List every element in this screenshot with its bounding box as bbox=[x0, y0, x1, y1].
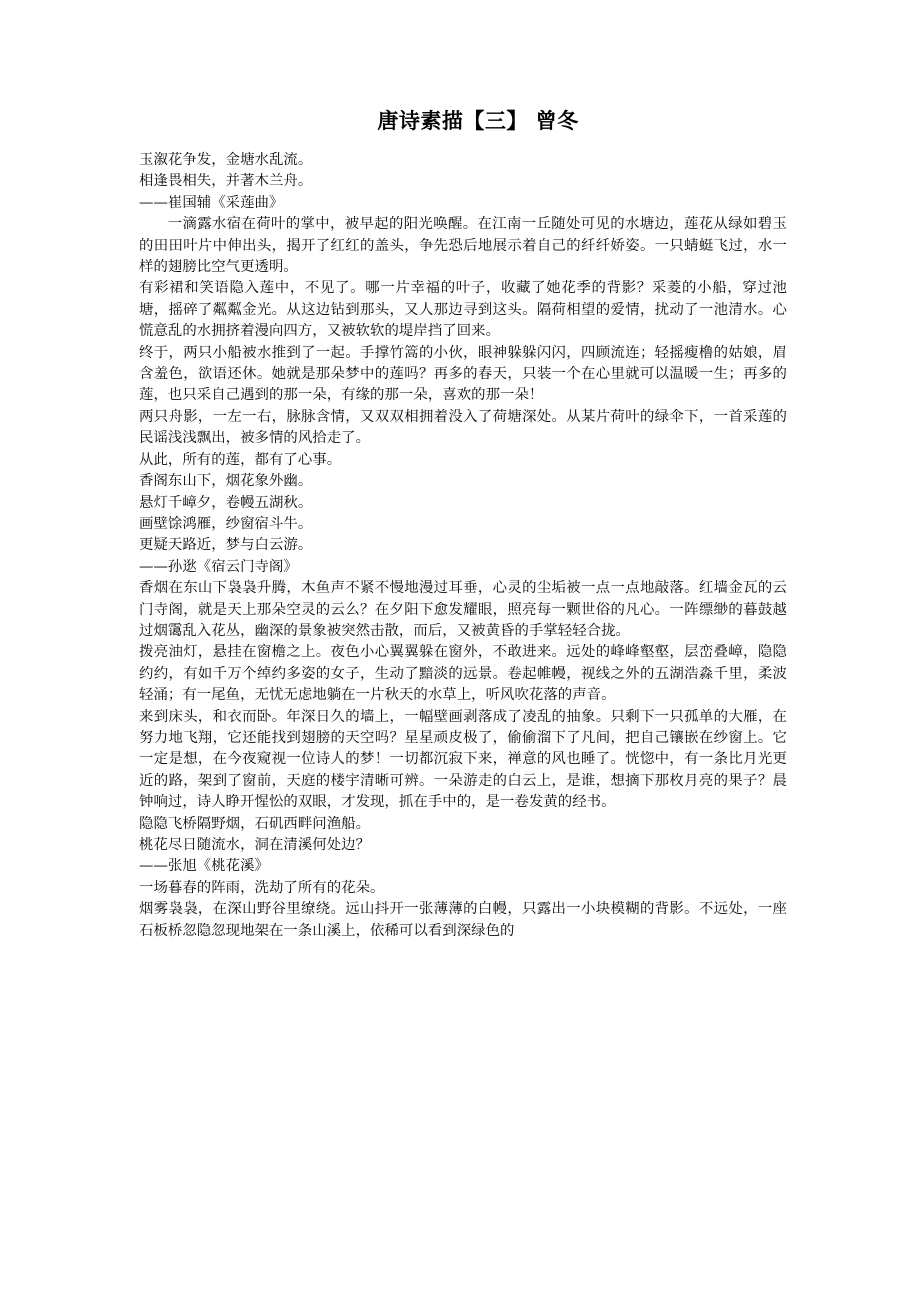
paragraph: 来到床头，和衣而卧。年深日久的墙上，一幅壁画剥落成了凌乱的抽象。只剩下一只孤单的大雁，在努力地飞翔，它还能找到翅膀的天空吗？星星顽皮极了，偷偷溜下了凡间，把自己镶嵌在纱窗上。它一定是想，在今夜窥视一位诗人的梦！一切都沉寂下来，禅意的风也睡了。恍惚中，有一条比月光更近的路，架到了窗前，天庭的楼宇清晰可辨。一朵游走的白云上，是谁，想摘下那枚月亮的果子？晨钟响过，诗人睁开惺忪的双眼，才发现，抓在手中的，是一卷发黄的经书。 bbox=[139, 708, 787, 811]
paragraph: 隐隐飞桥隔野烟，石矶西畔问渔船。 bbox=[139, 815, 371, 832]
paragraph: 玉溆花争发，金塘水乱流。 bbox=[139, 152, 313, 168]
paragraph: 桃花尽日随流水，洞在清溪何处边？ bbox=[139, 837, 371, 853]
paragraph: 拨亮油灯，悬挂在窗檐之上。夜色小心翼翼躲在窗外，不敢进来。远处的峰峰壑壑，层峦叠嶂，隐隐约约，有如千万个绰约多姿的女子，生动了黯淡的远景。卷起帷幔，视线之外的五湖浩淼千里，柔波轻涌；有一尾鱼，无忧无虑地躺在一片秋天的水草上，听风吹花落的声音。 bbox=[139, 644, 787, 704]
poem-attribution: ——张旭《桃花溪》 bbox=[139, 858, 269, 875]
page-title: 唐诗素描【三】 曾冬 bbox=[377, 109, 579, 133]
poem-attribution: ——孙逖《宿云门寺阁》 bbox=[139, 558, 298, 575]
paragraph: 烟雾袅袅，在深山野谷里缭绕。远山抖开一张薄薄的白幔，只露出一小块模糊的背影。不远处，一座石板桥忽隐忽现地架在一条山溪上，依稀可以看到深绿色的 bbox=[139, 901, 787, 939]
paragraph: 终于，两只小船被水推到了一起。手撑竹篙的小伙，眼神躲躲闪闪，四顾流连；轻摇瘦橹的姑娘，眉含羞色，欲语还休。她就是那朵梦中的莲吗？再多的春天，只装一个在心里就可以温暖一生；再多的莲，也只采自己遇到的那一朵，有缘的那一朵，喜欢的那一朵！ bbox=[139, 344, 787, 404]
paragraph: 有彩裙和笑语隐入莲中，不见了。哪一片幸福的叶子，收藏了她花季的背影？采菱的小船，穿过池塘，摇碎了粼粼金光。从这边钻到那头，又人那边寻到这头。隔荷相望的爱情，扰动了一池清水。心慌意乱的水拥挤着漫向四方，又被软软的堤岸挡了回来。 bbox=[139, 280, 787, 340]
paragraph: 香烟在东山下袅袅升腾，木鱼声不紧不慢地漫过耳垂，心灵的尘垢被一点一点地敲落。红墙金瓦的云门寺阁，就是天上那朵空灵的云么？在夕阳下愈发耀眼，照亮每一颗世俗的凡心。一阵缥缈的暮鼓越过烟霭乱入花丛，幽深的景象被突然击散，而后，又被黄昏的手掌轻轻合拢。 bbox=[139, 580, 787, 639]
paragraph: 从此，所有的莲，都有了心事。 bbox=[139, 451, 342, 468]
paragraph: 相逢畏相失，并著木兰舟。 bbox=[139, 173, 313, 190]
paragraph: 香阁东山下，烟花象外幽。 bbox=[139, 473, 313, 490]
paragraph: 悬灯千嶂夕，卷幔五湖秋。 bbox=[139, 494, 313, 511]
paragraph: 一场暮春的阵雨，洗劫了所有的花朵。 bbox=[139, 879, 385, 896]
poem-attribution: ——崔国辅《采莲曲》 bbox=[139, 194, 284, 211]
paragraph: 两只舟影，一左一右，脉脉含情，又双双相拥着没入了荷塘深处。从某片荷叶的绿伞下，一首采莲的民谣浅浅飘出，被多情的风拾走了。 bbox=[139, 408, 787, 447]
document-body bbox=[139, 106, 787, 942]
paragraph: 一滴露水宿在荷叶的掌中，被早起的阳光唤醒。在江南一丘随处可见的水塘边，莲花从绿如碧玉的田田叶片中伸出头，揭开了红红的盖头，争先恐后地展示着自己的纤纤娇姿。一只蜻蜓飞过，水一样的翅膀比空气更透明。 bbox=[139, 216, 787, 276]
paragraph: 更疑天路近，梦与白云游。 bbox=[139, 537, 313, 554]
paragraph: 画壁馀鸿雁，纱窗宿斗牛。 bbox=[139, 515, 313, 532]
